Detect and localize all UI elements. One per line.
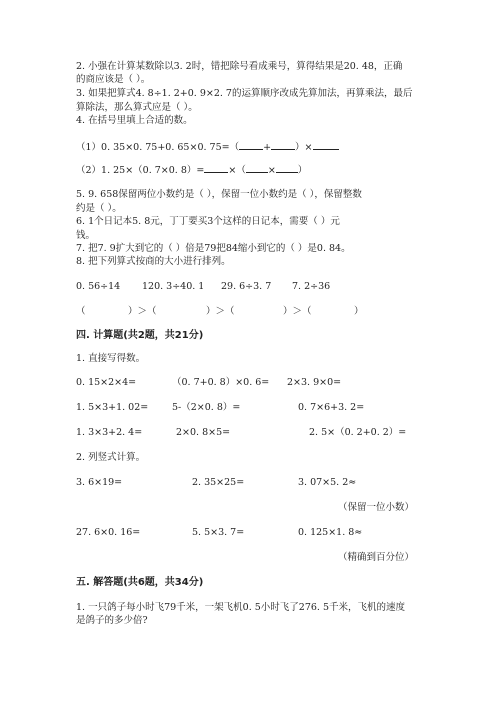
section5-heading: 五. 解答题(共6题，共34分) bbox=[76, 577, 204, 588]
q2-line2: 的商应该是（ ）。 bbox=[76, 74, 151, 85]
s4-p1-r1-c1: 0. 15×2×4= bbox=[76, 377, 137, 388]
q4-item1 bbox=[76, 140, 339, 154]
q4-item2-post: ） bbox=[297, 165, 308, 176]
s4-p2-r1-c1: 3. 6×19= bbox=[76, 477, 123, 488]
q8-order-4: ）＞（ bbox=[283, 306, 312, 317]
q5-line1: 5. 9. 658保留两位小数约是（ ），保留一位小数约是（ ），保留整数 bbox=[76, 189, 362, 200]
q3-line2: 算除法，那么算式应是（ ）。 bbox=[76, 102, 198, 113]
q2-line1: 2. 小强在计算某数除以3. 2时，错把除号看成乘号，算得结果是20. 48，正确 bbox=[76, 61, 403, 72]
q8-expr-2: 120. 3÷40. 1 bbox=[142, 281, 205, 292]
q4-item2-blank-a[interactable] bbox=[204, 163, 228, 173]
q4-item2-pre: （2）1. 25×（0. 7×0. 8）= bbox=[76, 165, 205, 176]
q8-title: 8. 把下列算式按商的大小进行排列。 bbox=[76, 256, 231, 267]
s4-p2-r2-c2: 5. 5×3. 7= bbox=[192, 527, 245, 538]
s4-p2-r1-c2: 2. 35×25= bbox=[192, 477, 245, 488]
s4-p2-r2-c1: 27. 6×0. 16= bbox=[76, 527, 141, 538]
s4-p2-r2-c3: 0. 125×1. 8≈ bbox=[298, 527, 363, 538]
s4-p1-r3-c1: 1. 3×3+2. 4= bbox=[76, 427, 143, 438]
q4-item1-blank-a[interactable] bbox=[239, 140, 263, 150]
q8-order-5: ） bbox=[354, 306, 364, 317]
section4-heading: 四. 计算题(共2题，共21分) bbox=[76, 330, 204, 341]
q8-expr-1: 0. 56÷14 bbox=[76, 281, 121, 292]
s4-p2-r1-c3: 3. 07×5. 2≈ bbox=[298, 477, 357, 488]
q6-line2: 钱。 bbox=[76, 230, 96, 241]
s4-p2-title: 2. 列竖式计算。 bbox=[76, 452, 146, 463]
q4-item1-blank-b[interactable] bbox=[271, 140, 295, 150]
s4-p1-title: 1. 直接写得数。 bbox=[76, 353, 146, 364]
s4-p2-note1: （保留一位小数） bbox=[338, 502, 415, 513]
s5-p1-line1: 1. 一只鸽子每小时飞79千米，一架飞机0. 5小时飞了276. 5千米，飞机的速度 bbox=[76, 602, 406, 613]
q4-item1-post: ）× bbox=[295, 142, 313, 153]
q4-item2-blank-c[interactable] bbox=[276, 163, 298, 173]
s4-p2-note2: （精确到百分位） bbox=[338, 552, 415, 563]
q6-line1: 6. 1个日记本5. 8元，丁丁要买3个这样的日记本，需要（ ）元 bbox=[76, 216, 340, 227]
q4-item2 bbox=[76, 163, 307, 177]
q7-line: 7. 把7. 9扩大到它的（ ）倍是79把84缩小到它的（ ）是0. 84。 bbox=[76, 243, 351, 254]
q4-item1-pre: （1）0. 35×0. 75+0. 65×0. 75=（ bbox=[76, 142, 240, 153]
s4-p1-r1-c3: 2×3. 9×0= bbox=[287, 377, 342, 388]
q8-order-3: ）＞（ bbox=[206, 306, 235, 317]
q8-expr-4: 7. 2÷36 bbox=[292, 281, 331, 292]
q4-item2-times: × bbox=[267, 165, 276, 176]
s4-p1-r2-c1: 1. 5×3+1. 02= bbox=[76, 402, 149, 413]
q8-order-1: （ bbox=[76, 306, 86, 317]
s5-p1-line2: 是鸽子的多少倍? bbox=[76, 615, 148, 626]
q5-line2: 约是（ ）。 bbox=[76, 203, 122, 214]
s4-p1-r3-c3: 2. 5×（0. 2+0. 2）= bbox=[309, 427, 407, 438]
q4-item1-plus: + bbox=[263, 142, 272, 153]
q4-item1-blank-c[interactable] bbox=[313, 140, 339, 150]
s4-p1-r2-c2: 5-（2×0. 8）= bbox=[172, 402, 241, 413]
q8-expr-3: 29. 6÷3. 7 bbox=[221, 281, 272, 292]
s4-p1-r1-c2: （0. 7+0. 8）×0. 6= bbox=[172, 377, 270, 388]
q4-item2-blank-b[interactable] bbox=[246, 163, 268, 173]
q3-line1: 3. 如果把算式4. 8÷1. 2+0. 9×2. 7的运算顺序改成先算加法，再算乘法，最后 bbox=[76, 88, 413, 99]
q4-title: 4. 在括号里填上合适的数。 bbox=[76, 115, 193, 126]
q8-order-2: ）＞（ bbox=[128, 306, 157, 317]
s4-p1-r2-c3: 0. 7×6+3. 2= bbox=[298, 402, 365, 413]
s4-p1-r3-c2: 2×0. 8×5= bbox=[176, 427, 231, 438]
q4-item2-mid: ×（ bbox=[228, 165, 246, 176]
